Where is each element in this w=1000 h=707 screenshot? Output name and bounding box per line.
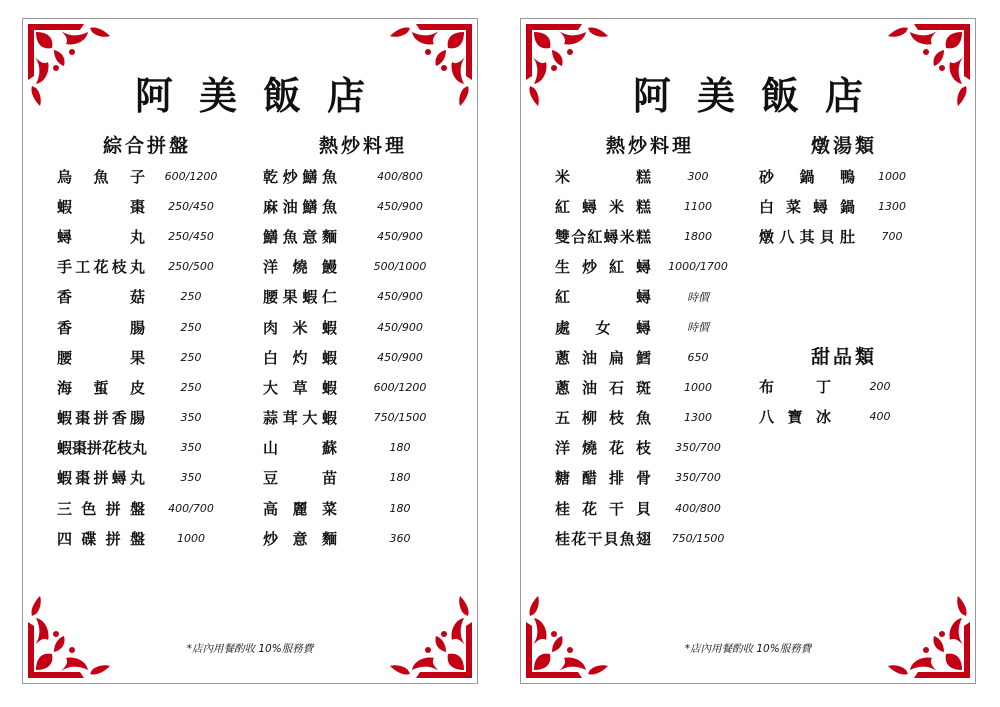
corner-ornament-icon bbox=[382, 588, 474, 680]
section-heading: 熱炒料理 bbox=[318, 135, 407, 157]
menu-section-platters bbox=[57, 131, 237, 553]
section-heading: 熱炒料理 bbox=[605, 135, 694, 157]
menu-item-name: 洋燒鰻 bbox=[263, 258, 337, 277]
menu-item-name: 四碟拼盤 bbox=[57, 529, 145, 548]
menu-item bbox=[57, 282, 237, 312]
menu-item-price: 350 bbox=[180, 441, 202, 455]
menu-item-name: 紅蟳米糕 bbox=[555, 197, 651, 216]
menu-item-price: 1000 bbox=[177, 531, 205, 545]
menu-item-price: 650 bbox=[687, 350, 709, 364]
menu-item bbox=[57, 493, 237, 523]
menu-item-name: 紅蟳 bbox=[555, 288, 651, 307]
menu-item bbox=[57, 433, 237, 463]
menu-item bbox=[555, 191, 745, 221]
menu-item-name: 蝦棗拼蟳丸 bbox=[57, 469, 145, 488]
menu-item-price: 200 bbox=[869, 380, 891, 394]
menu-item-price: 1300 bbox=[684, 411, 712, 425]
menu-item-name: 肉米蝦 bbox=[263, 318, 337, 337]
menu-item bbox=[263, 403, 463, 433]
menu-item bbox=[555, 252, 745, 282]
menu-page-left bbox=[22, 18, 478, 684]
menu-item-price: 1000 bbox=[878, 169, 906, 183]
menu-item bbox=[263, 463, 463, 493]
menu-section-stir-fry bbox=[263, 131, 463, 553]
menu-item-price: 450/900 bbox=[377, 350, 423, 364]
menu-item-name: 五柳枝魚 bbox=[555, 409, 651, 428]
menu-item bbox=[263, 191, 463, 221]
restaurant-title: 阿美飯店 bbox=[134, 73, 391, 118]
menu-item-price: 600/1200 bbox=[373, 380, 427, 394]
menu-item-price: 450/900 bbox=[377, 290, 423, 304]
menu-section-stir-fry bbox=[555, 131, 745, 553]
menu-item bbox=[263, 252, 463, 282]
menu-item-name: 米糕 bbox=[555, 167, 651, 186]
menu-item-name: 蔥油石斑 bbox=[555, 378, 651, 397]
menu-item bbox=[263, 282, 463, 312]
menu-item bbox=[57, 372, 237, 402]
menu-item-name: 香菇 bbox=[57, 288, 145, 307]
menu-section-soups-desserts bbox=[759, 131, 929, 432]
menu-item-price: 1000 bbox=[684, 380, 712, 394]
service-charge-note: *店內用餐酌收 10%服務費 bbox=[186, 643, 314, 655]
service-charge-note: *店內用餐酌收 10%服務費 bbox=[684, 643, 812, 655]
menu-item-price: 1300 bbox=[878, 199, 906, 213]
restaurant-title: 阿美飯店 bbox=[632, 73, 889, 118]
menu-item-name: 鱔魚意麵 bbox=[263, 227, 337, 246]
menu-item-name: 蒜茸大蝦 bbox=[263, 409, 337, 428]
menu-item bbox=[555, 463, 745, 493]
corner-ornament-icon bbox=[524, 588, 616, 680]
menu-item-name: 砂鍋鴨 bbox=[759, 167, 855, 186]
menu-item-price: 500/1000 bbox=[373, 260, 427, 274]
menu-item bbox=[57, 191, 237, 221]
menu-item-price: 時價 bbox=[687, 321, 709, 335]
menu-item-price: 1100 bbox=[684, 199, 712, 213]
menu-item-price: 250 bbox=[180, 380, 202, 394]
menu-item bbox=[759, 161, 929, 191]
menu-item-name: 炒意麵 bbox=[263, 529, 337, 548]
menu-item bbox=[57, 252, 237, 282]
menu-item-price: 700 bbox=[881, 229, 903, 243]
menu-item-price: 250/450 bbox=[168, 229, 214, 243]
section-heading: 甜品類 bbox=[810, 345, 877, 368]
menu-item-price: 750/1500 bbox=[671, 531, 725, 545]
menu-item-name: 蝦棗拼花枝丸 bbox=[57, 439, 148, 458]
menu-item-price: 180 bbox=[389, 501, 411, 515]
menu-item bbox=[57, 161, 237, 191]
menu-item bbox=[57, 221, 237, 251]
menu-item bbox=[555, 312, 745, 342]
menu-item-name: 手工花枝丸 bbox=[57, 258, 145, 277]
corner-ornament-icon bbox=[880, 588, 972, 680]
menu-item bbox=[263, 523, 463, 553]
menu-item-price: 350 bbox=[180, 471, 202, 485]
menu-item bbox=[555, 221, 745, 251]
menu-item bbox=[263, 372, 463, 402]
menu-item-name: 烏魚子 bbox=[57, 167, 145, 186]
menu-item-name: 麻油鱔魚 bbox=[263, 197, 337, 216]
menu-item-name: 三色拼盤 bbox=[57, 499, 145, 518]
menu-item-price: 時價 bbox=[687, 290, 709, 304]
menu-item-price: 600/1200 bbox=[164, 169, 218, 183]
menu-item-name: 蔥油扁鱈 bbox=[555, 348, 651, 367]
menu-item bbox=[759, 402, 929, 432]
menu-item-price: 400/800 bbox=[377, 169, 423, 183]
menu-item-name: 山蘇 bbox=[263, 439, 337, 458]
menu-item-price: 450/900 bbox=[377, 199, 423, 213]
menu-item-name: 布丁 bbox=[759, 378, 831, 397]
menu-item-price: 250/500 bbox=[168, 260, 214, 274]
menu-item bbox=[263, 312, 463, 342]
menu-item-price: 1800 bbox=[684, 229, 712, 243]
menu-item bbox=[263, 433, 463, 463]
menu-item-name: 蝦棗 bbox=[57, 197, 145, 216]
section-heading: 綜合拼盤 bbox=[102, 135, 191, 157]
menu-item bbox=[57, 463, 237, 493]
menu-item-name: 腰果蝦仁 bbox=[263, 288, 337, 307]
menu-item-name: 蟳丸 bbox=[57, 227, 145, 246]
menu-item-price: 400/700 bbox=[168, 501, 214, 515]
menu-item-price: 250 bbox=[180, 320, 202, 334]
menu-item bbox=[57, 403, 237, 433]
menu-item bbox=[555, 161, 745, 191]
menu-item bbox=[759, 191, 929, 221]
menu-item-price: 750/1500 bbox=[373, 411, 427, 425]
menu-item-name: 蝦棗拼香腸 bbox=[57, 409, 145, 428]
menu-item-name: 洋燒花枝 bbox=[555, 439, 651, 458]
menu-item bbox=[759, 221, 929, 251]
menu-item-price: 250/450 bbox=[168, 199, 214, 213]
menu-item-price: 350/700 bbox=[675, 441, 721, 455]
menu-item-price: 360 bbox=[389, 531, 411, 545]
menu-item-name: 大草蝦 bbox=[263, 378, 337, 397]
menu-item bbox=[555, 523, 745, 553]
menu-item-price: 1000/1700 bbox=[668, 260, 728, 274]
menu-item bbox=[555, 493, 745, 523]
menu-item bbox=[263, 342, 463, 372]
menu-item bbox=[57, 342, 237, 372]
menu-item-name: 白菜蟳鍋 bbox=[759, 197, 855, 216]
menu-item-name: 白灼蝦 bbox=[263, 348, 337, 367]
menu-item-name: 豆苗 bbox=[263, 469, 337, 488]
menu-item-price: 180 bbox=[389, 471, 411, 485]
menu-item bbox=[263, 221, 463, 251]
menu-item-name: 桂花干貝 bbox=[555, 499, 651, 518]
menu-item bbox=[555, 342, 745, 372]
menu-item bbox=[555, 433, 745, 463]
menu-item-name: 桂花干貝魚翅 bbox=[555, 529, 651, 548]
menu-item-name: 八寶冰 bbox=[759, 408, 831, 427]
section-heading: 燉湯類 bbox=[810, 135, 877, 157]
menu-item bbox=[263, 493, 463, 523]
menu-item-price: 350 bbox=[180, 411, 202, 425]
menu-item bbox=[555, 403, 745, 433]
menu-item bbox=[57, 312, 237, 342]
menu-item-price: 450/900 bbox=[377, 229, 423, 243]
menu-item bbox=[555, 282, 745, 312]
menu-item-name: 乾炒鱔魚 bbox=[263, 167, 337, 186]
menu-item bbox=[57, 523, 237, 553]
menu-item-price: 250 bbox=[180, 350, 202, 364]
menu-item-name: 生炒紅蟳 bbox=[555, 258, 651, 277]
menu-item-price: 400 bbox=[869, 410, 891, 424]
menu-item bbox=[759, 372, 929, 402]
menu-item-price: 350/700 bbox=[675, 471, 721, 485]
menu-item-price: 180 bbox=[389, 441, 411, 455]
menu-item bbox=[263, 161, 463, 191]
corner-ornament-icon bbox=[26, 588, 118, 680]
menu-item-price: 450/900 bbox=[377, 320, 423, 334]
menu-item-name: 處女蟳 bbox=[555, 318, 651, 337]
menu-item-name: 雙合紅蟳米糕 bbox=[555, 227, 651, 246]
menu-item bbox=[555, 372, 745, 402]
menu-item-name: 香腸 bbox=[57, 318, 145, 337]
menu-item-name: 腰果 bbox=[57, 348, 145, 367]
menu-page-right bbox=[520, 18, 976, 684]
menu-item-price: 400/800 bbox=[675, 501, 721, 515]
menu-item-name: 糖醋排骨 bbox=[555, 469, 651, 488]
menu-item-price: 300 bbox=[687, 169, 709, 183]
menu-item-name: 燉八其貝肚 bbox=[759, 227, 855, 246]
menu-item-name: 高麗菜 bbox=[263, 499, 337, 518]
menu-item-name: 海蜇皮 bbox=[57, 378, 145, 397]
menu-item-price: 250 bbox=[180, 290, 202, 304]
